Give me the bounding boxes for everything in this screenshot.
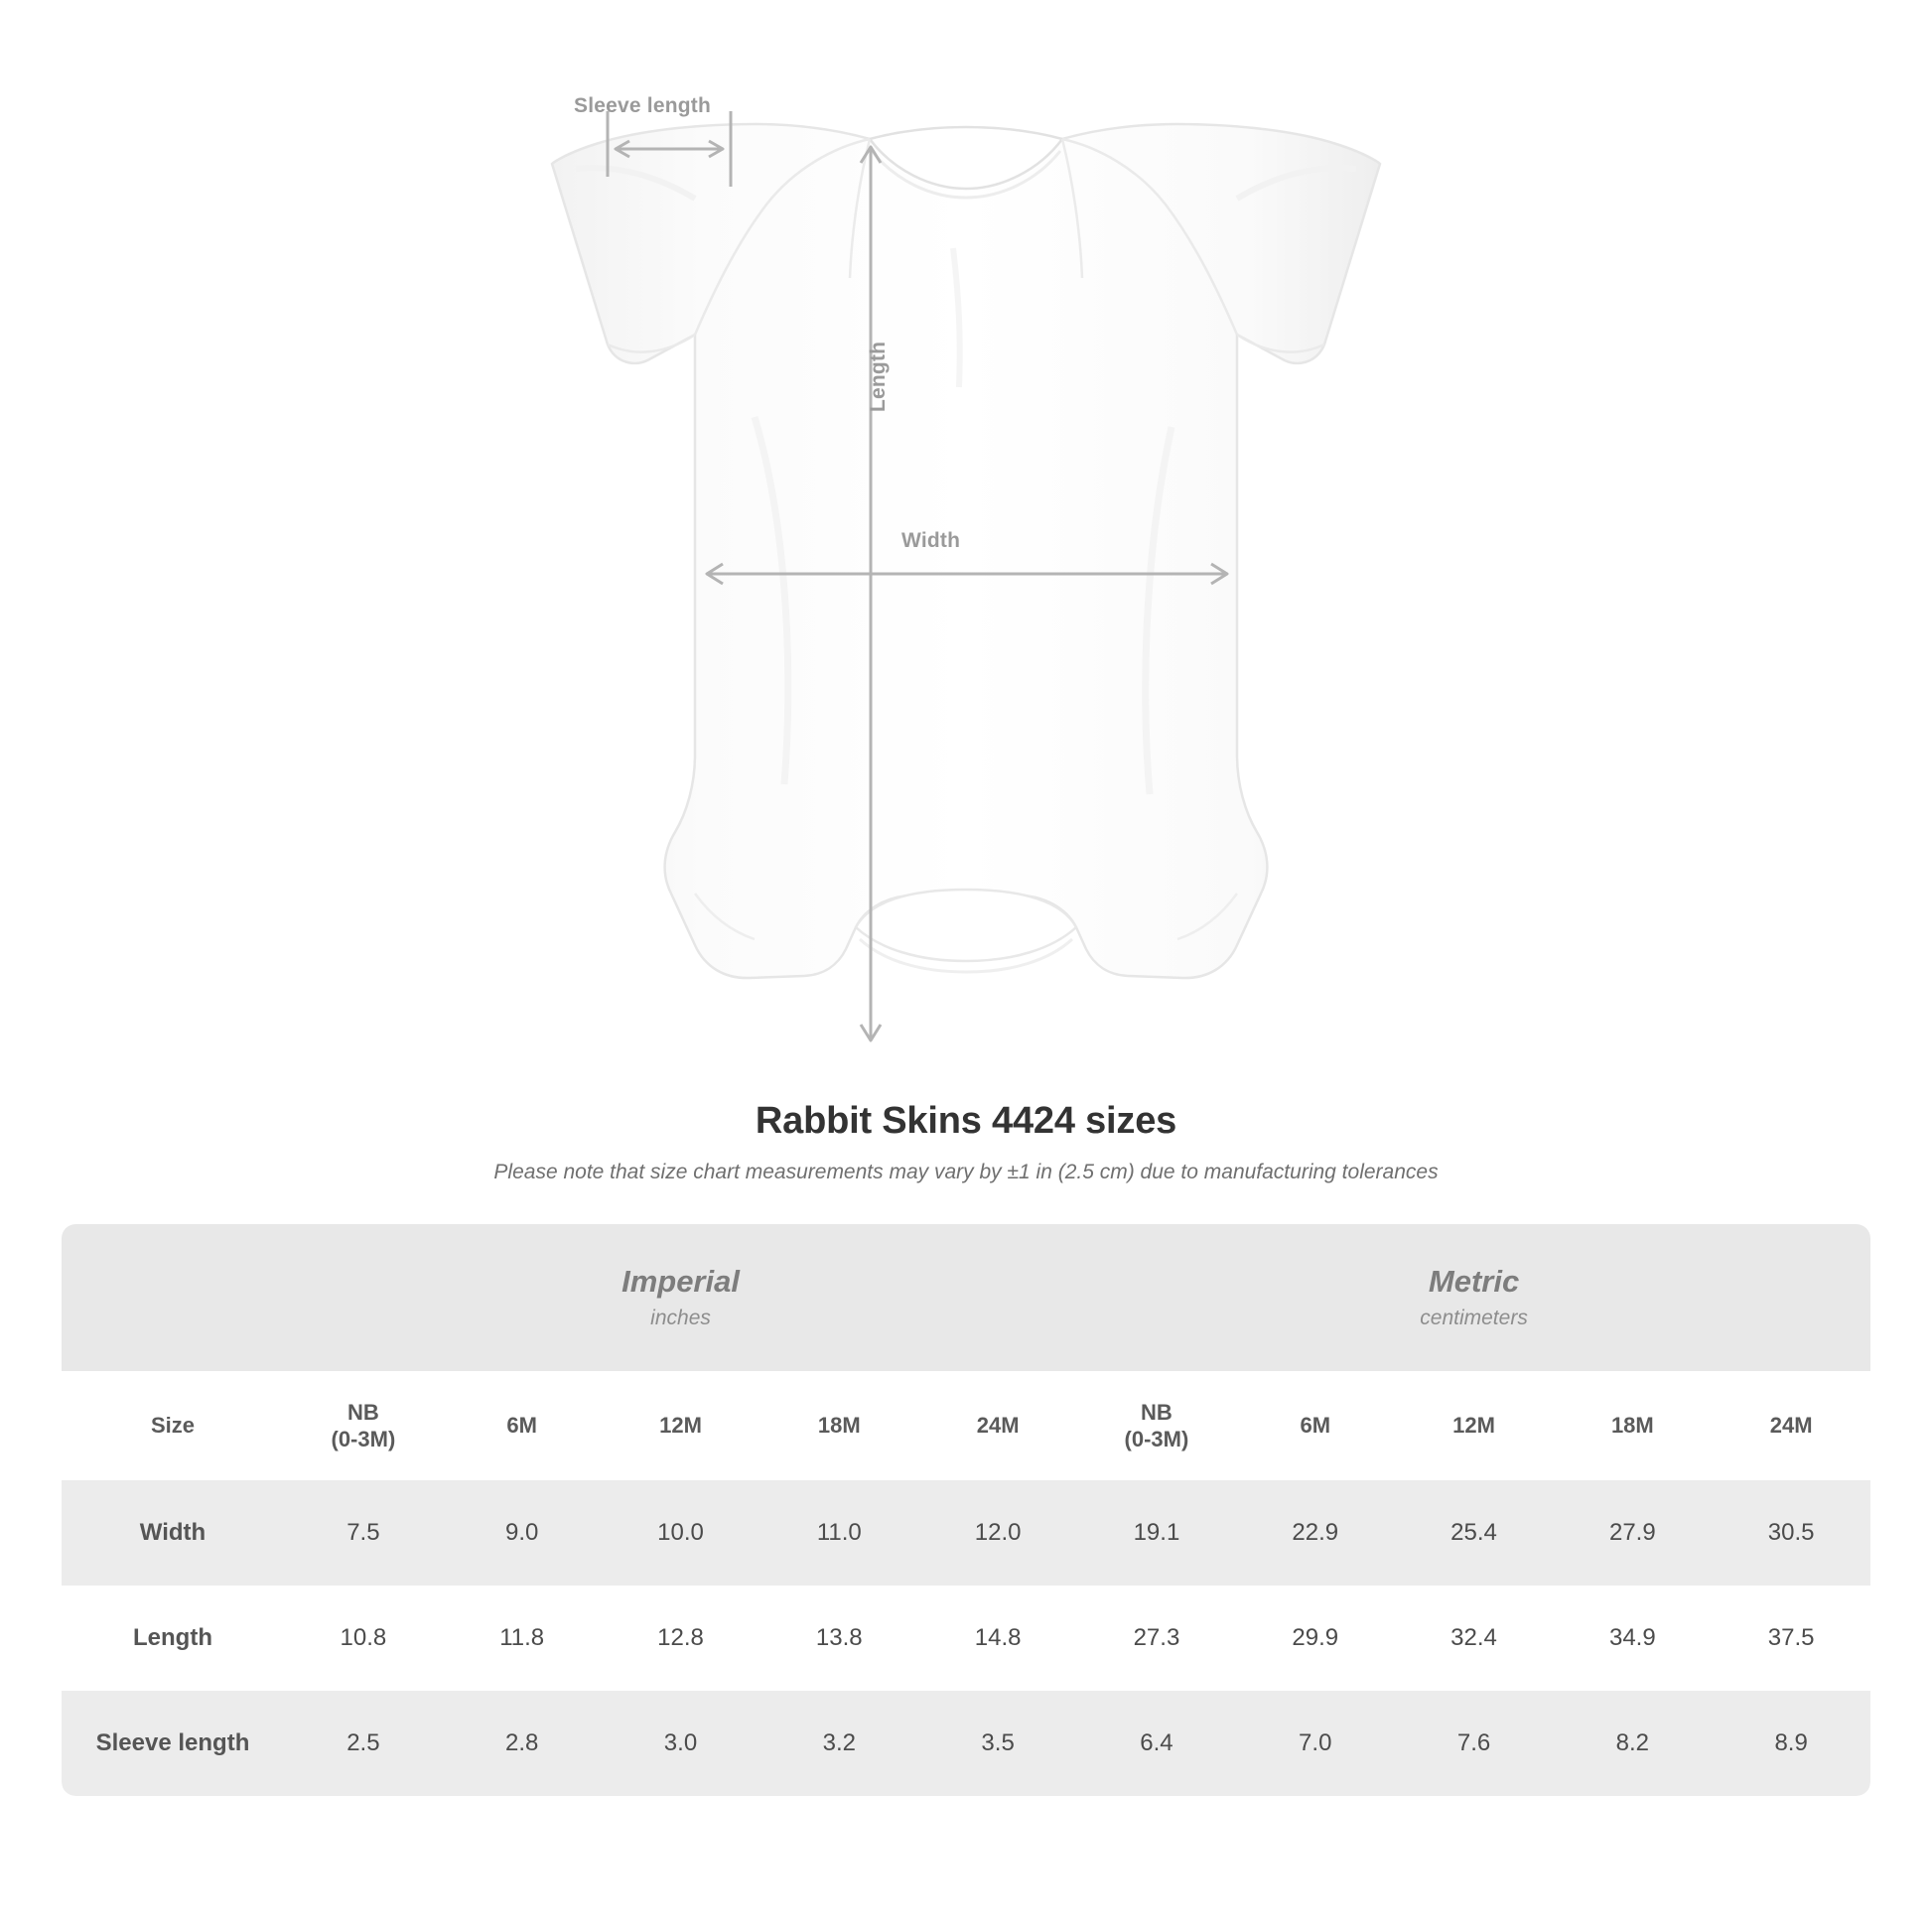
unit-group-imperial — [284, 1224, 1077, 1371]
cell-length-metric-24m: 37.5 — [1712, 1586, 1870, 1691]
header-col-imperial-nb — [284, 1371, 443, 1480]
unit-group-metric-name: Metric — [1428, 1263, 1520, 1299]
cell-length-imperial-18m: 13.8 — [759, 1586, 918, 1691]
header-col-metric-12m: 12M — [1395, 1371, 1554, 1480]
size-table-wrapper — [62, 1224, 1870, 1796]
cell-width-metric-18m: 27.9 — [1553, 1480, 1712, 1586]
cell-length-metric-18m: 34.9 — [1553, 1586, 1712, 1691]
header-col-metric-nb-label: NB (0-3M) — [1124, 1399, 1189, 1451]
header-col-imperial-18m: 18M — [759, 1371, 918, 1480]
page-title: Rabbit Skins 4424 sizes — [755, 1100, 1177, 1142]
cell-length-metric-12m: 32.4 — [1395, 1586, 1554, 1691]
unit-group-metric-sub: centimeters — [1420, 1307, 1528, 1330]
cell-length-imperial-nb: 10.8 — [284, 1586, 443, 1691]
cell-width-metric-12m: 25.4 — [1395, 1480, 1554, 1586]
header-col-metric-18m: 18M — [1553, 1371, 1712, 1480]
table-row — [62, 1691, 1870, 1796]
cell-length-imperial-12m: 12.8 — [602, 1586, 760, 1691]
unit-group-imperial-name: Imperial — [621, 1263, 740, 1299]
cell-sleeve-metric-nb: 6.4 — [1077, 1691, 1236, 1796]
header-col-metric-6m: 6M — [1236, 1371, 1395, 1480]
cell-width-imperial-12m: 10.0 — [602, 1480, 760, 1586]
tolerance-note: Please note that size chart measurements may vary by ±1 in (2.5 cm) due to manufacturing tolerances — [493, 1161, 1439, 1183]
width-annotation-label: Width — [901, 529, 961, 552]
header-col-metric-nb — [1077, 1371, 1236, 1480]
cell-width-metric-nb: 19.1 — [1077, 1480, 1236, 1586]
cell-width-metric-6m: 22.9 — [1236, 1480, 1395, 1586]
column-header-row — [62, 1371, 1870, 1480]
row-label-length: Length — [62, 1586, 284, 1691]
cell-sleeve-imperial-nb: 2.5 — [284, 1691, 443, 1796]
cell-sleeve-imperial-12m: 3.0 — [602, 1691, 760, 1796]
cell-sleeve-imperial-24m: 3.5 — [918, 1691, 1077, 1796]
cell-sleeve-metric-24m: 8.9 — [1712, 1691, 1870, 1796]
cell-width-imperial-6m: 9.0 — [443, 1480, 602, 1586]
cell-length-metric-6m: 29.9 — [1236, 1586, 1395, 1691]
cell-width-imperial-18m: 11.0 — [759, 1480, 918, 1586]
header-col-metric-24m: 24M — [1712, 1371, 1870, 1480]
cell-sleeve-metric-18m: 8.2 — [1553, 1691, 1712, 1796]
sleeve-length-annotation-label: Sleeve length — [574, 94, 711, 117]
header-col-imperial-24m: 24M — [918, 1371, 1077, 1480]
row-label-width: Width — [62, 1480, 284, 1586]
header-size: Size — [62, 1371, 284, 1480]
row-label-sleeve-length: Sleeve length — [62, 1691, 284, 1796]
cell-length-imperial-6m: 11.8 — [443, 1586, 602, 1691]
title-block — [0, 1100, 1932, 1184]
length-annotation-label: Length — [867, 341, 890, 412]
size-table — [62, 1224, 1870, 1796]
unit-group-metric — [1077, 1224, 1870, 1371]
header-col-imperial-6m: 6M — [443, 1371, 602, 1480]
cell-length-imperial-24m: 14.8 — [918, 1586, 1077, 1691]
cell-sleeve-metric-6m: 7.0 — [1236, 1691, 1395, 1796]
cell-width-metric-24m: 30.5 — [1712, 1480, 1870, 1586]
unit-group-imperial-sub: inches — [650, 1307, 711, 1330]
table-row — [62, 1480, 1870, 1586]
cell-sleeve-metric-12m: 7.6 — [1395, 1691, 1554, 1796]
header-col-imperial-nb-label: NB (0-3M) — [331, 1399, 396, 1451]
cell-width-imperial-nb: 7.5 — [284, 1480, 443, 1586]
cell-width-imperial-24m: 12.0 — [918, 1480, 1077, 1586]
cell-length-metric-nb: 27.3 — [1077, 1586, 1236, 1691]
unit-group-row — [62, 1224, 1870, 1371]
unit-group-spacer — [62, 1224, 284, 1371]
cell-sleeve-imperial-18m: 3.2 — [759, 1691, 918, 1796]
cell-sleeve-imperial-6m: 2.8 — [443, 1691, 602, 1796]
table-row — [62, 1586, 1870, 1691]
header-col-imperial-12m: 12M — [602, 1371, 760, 1480]
